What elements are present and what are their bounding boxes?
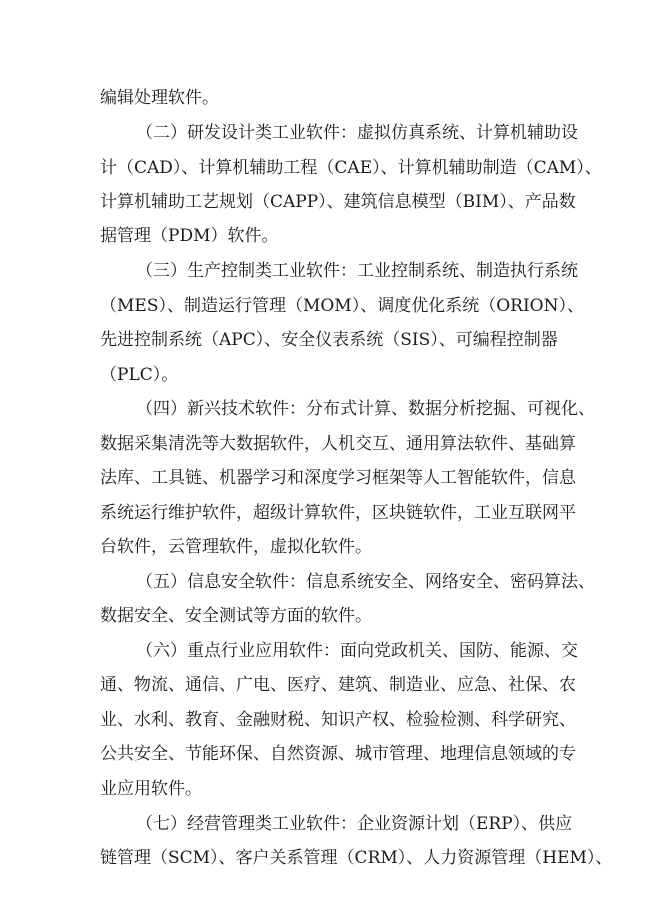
section-heading-line: （六）重点行业应用软件：面向党政机关、国防、能源、交 — [136, 641, 578, 661]
text-line: 台软件，云管理软件，虚拟化软件。 — [100, 537, 372, 557]
section-heading-line: （四）新兴技术软件：分布式计算、数据分析挖掘、可视化、 — [136, 399, 595, 419]
text-line: 编辑处理软件。 — [100, 88, 219, 108]
text-line: 业、水利、教育、金融财税、知识产权、检验检测、科学研究、 — [100, 710, 576, 730]
text-line: 链管理（SCM）、客户关系管理（CRM）、人力资源管理（HEM）、 — [100, 848, 613, 868]
text-line: 先进控制系统（APC）、安全仪表系统（SIS）、可编程控制器 — [100, 330, 558, 350]
text-line: 据管理（PDM）软件。 — [100, 226, 279, 246]
section-heading-line: （三）生产控制类工业软件：工业控制系统、制造执行系统 — [136, 261, 578, 281]
text-line: （PLC）。 — [100, 365, 179, 385]
text-line: （MES）、制造运行管理（MOM）、调度优化系统（ORION）、 — [100, 296, 584, 316]
section-heading-line: （五）信息安全软件：信息系统安全、网络安全、密码算法、 — [136, 572, 595, 592]
text-line: 计（CAD）、计算机辅助工程（CAE）、计算机辅助制造（CAM）、 — [100, 158, 602, 178]
text-line: 公共安全、节能环保、自然资源、城市管理、地理信息领域的专 — [100, 744, 576, 764]
text-line: 数据采集清洗等大数据软件，人机交互、通用算法软件、基础算 — [100, 434, 576, 454]
section-heading-line: （七）经营管理类工业软件：企业资源计划（ERP）、供应 — [136, 814, 573, 834]
text-line: 业应用软件。 — [100, 779, 202, 799]
text-line: 通、物流、通信、广电、医疗、建筑、制造业、应急、社保、农 — [100, 675, 576, 695]
text-line: 法库、工具链、机器学习和深度学习框架等人工智能软件，信息 — [100, 468, 576, 488]
text-line: 数据安全、安全测试等方面的软件。 — [100, 606, 372, 626]
text-line: 系统运行维护软件，超级计算软件，区块链软件，工业互联网平 — [100, 503, 576, 523]
text-line: 计算机辅助工艺规划（CAPP）、建筑信息模型（BIM）、产品数 — [100, 192, 576, 212]
section-heading-line: （二）研发设计类工业软件：虚拟仿真系统、计算机辅助设 — [136, 123, 578, 143]
